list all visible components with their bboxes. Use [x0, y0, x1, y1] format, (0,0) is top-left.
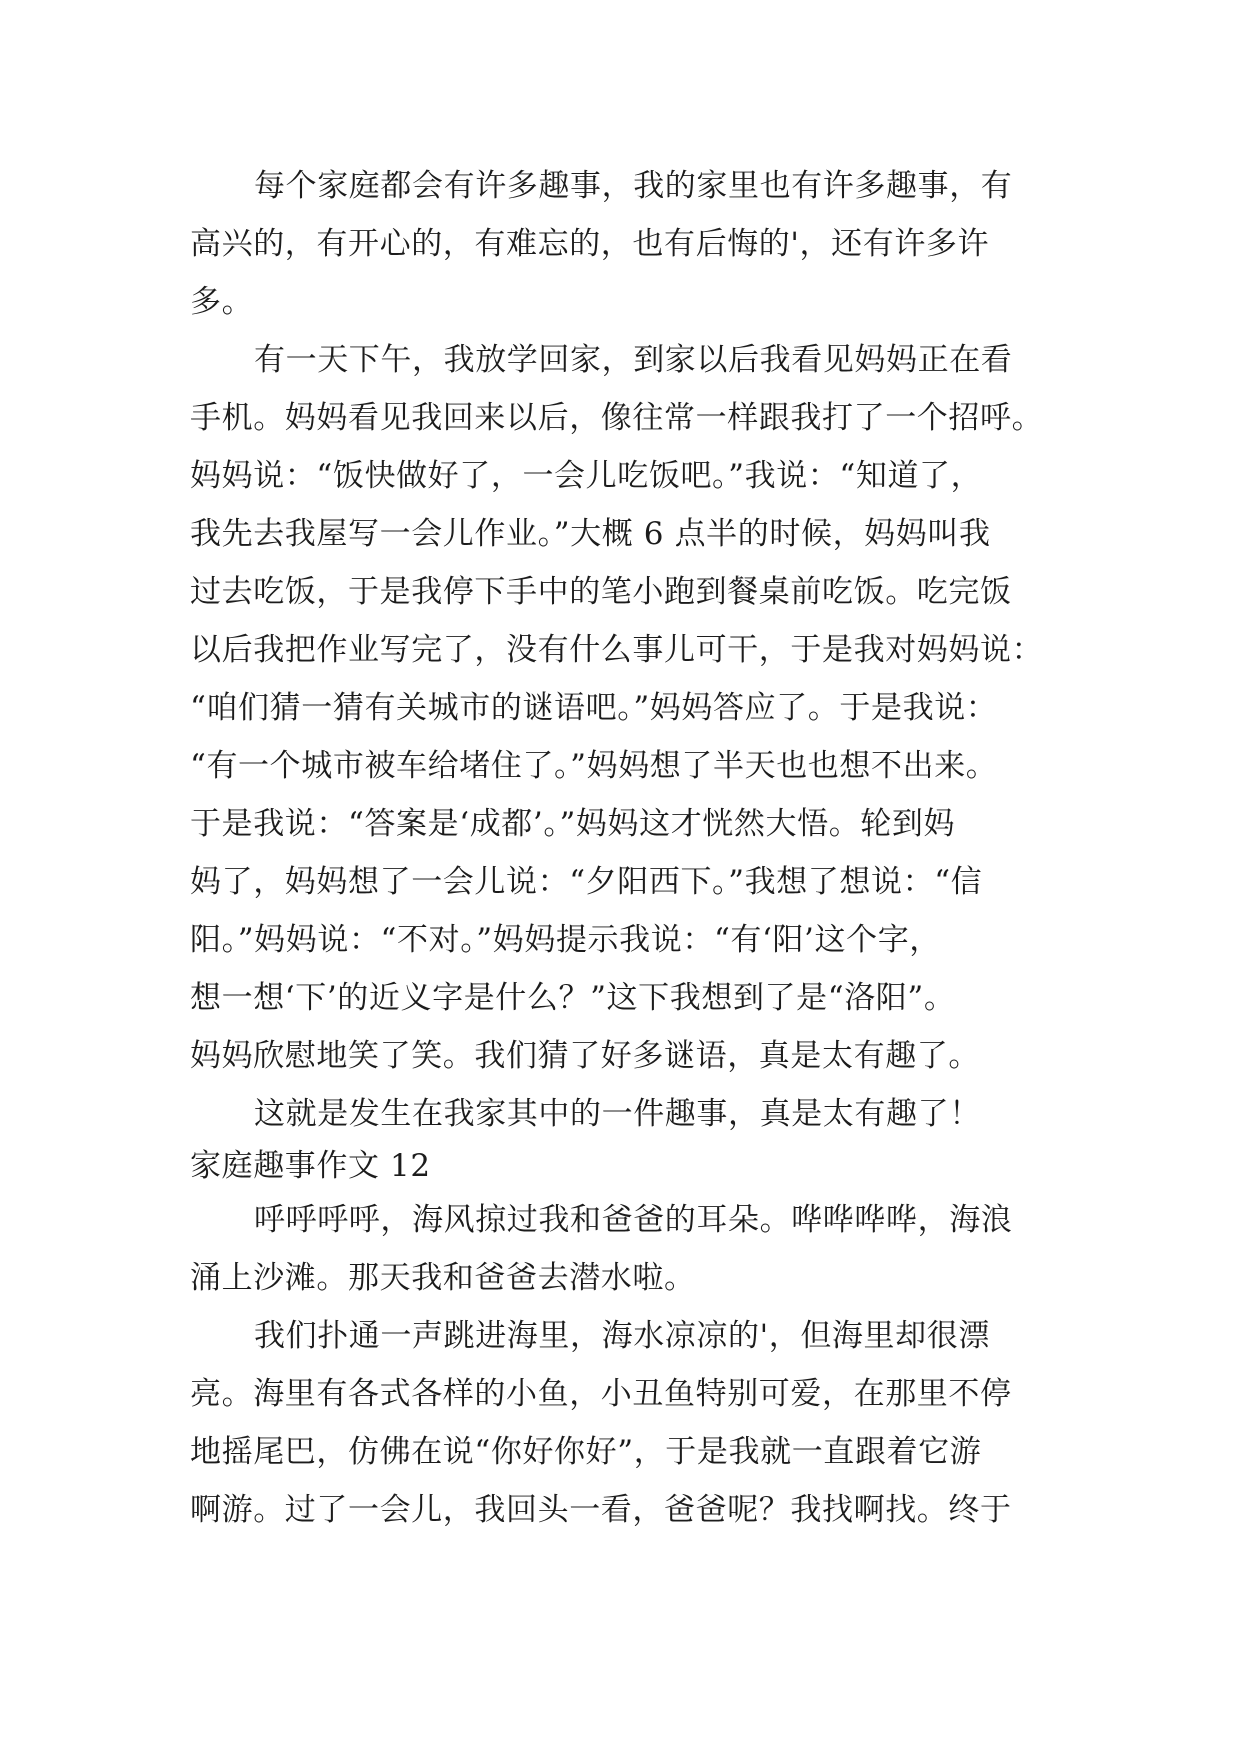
- text-line: 妈妈说：“饭快做好了，一会儿吃饭吧。”我说：“知道了，: [190, 458, 983, 494]
- text-line: 于是我说：“答案是‘成都’。”妈妈这才恍然大悟。轮到妈: [190, 806, 956, 842]
- text-line: “有一个城市被车给堵住了。”妈妈想了半天也也想不出来。: [190, 748, 998, 784]
- text-line: 有一天下午，我放学回家，到家以后我看见妈妈正在看: [254, 342, 1013, 378]
- text-line: 这就是发生在我家其中的一件趣事，真是太有趣了！: [254, 1096, 981, 1132]
- text-line: 多。: [190, 284, 254, 320]
- text-line: 过去吃饭，于是我停下手中的笔小跑到餐桌前吃饭。吃完饭: [190, 574, 1012, 610]
- text-line: “咱们猜一猜有关城市的谜语吧。”妈妈答应了。于是我说：: [190, 690, 998, 726]
- text-line: 手机。妈妈看见我回来以后，像往常一样跟我打了一个招呼。: [190, 400, 1044, 436]
- section-heading: 家庭趣事作文 12: [190, 1148, 431, 1184]
- text-line: 我们扑通一声跳进海里，海水凉凉的'，但海里却很漂: [254, 1318, 990, 1354]
- text-line: 每个家庭都会有许多趣事，我的家里也有许多趣事，有: [254, 168, 1013, 204]
- text-line: 高兴的，有开心的，有难忘的，也有后悔的'，还有许多许: [190, 226, 990, 262]
- text-line: 地摇尾巴，仿佛在说“你好你好”，于是我就一直跟着它游: [190, 1434, 982, 1470]
- text-line: 我先去我屋写一会儿作业。”大概 6 点半的时候，妈妈叫我: [190, 516, 991, 552]
- text-line: 呼呼呼呼，海风掠过我和爸爸的耳朵。哗哗哗哗，海浪: [254, 1202, 1013, 1238]
- text-line: 妈了，妈妈想了一会儿说：“夕阳西下。”我想了想说：“信: [190, 864, 983, 900]
- text-line: 涌上沙滩。那天我和爸爸去潜水啦。: [190, 1260, 696, 1296]
- text-line: 妈妈欣慰地笑了笑。我们猜了好多谜语，真是太有趣了。: [190, 1038, 980, 1074]
- text-line: 啊游。过了一会儿，我回头一看，爸爸呢？我找啊找。终于: [190, 1492, 1012, 1528]
- text-line: 阳。”妈妈说：“不对。”妈妈提示我说：“有‘阳’这个字，: [190, 922, 941, 958]
- text-line: 以后我把作业写完了，没有什么事儿可干，于是我对妈妈说：: [190, 632, 1044, 668]
- text-line: 亮。海里有各式各样的小鱼，小丑鱼特别可爱，在那里不停: [190, 1376, 1012, 1412]
- text-line: 想一想‘下’的近义字是什么？”这下我想到了是“洛阳”。: [190, 980, 956, 1016]
